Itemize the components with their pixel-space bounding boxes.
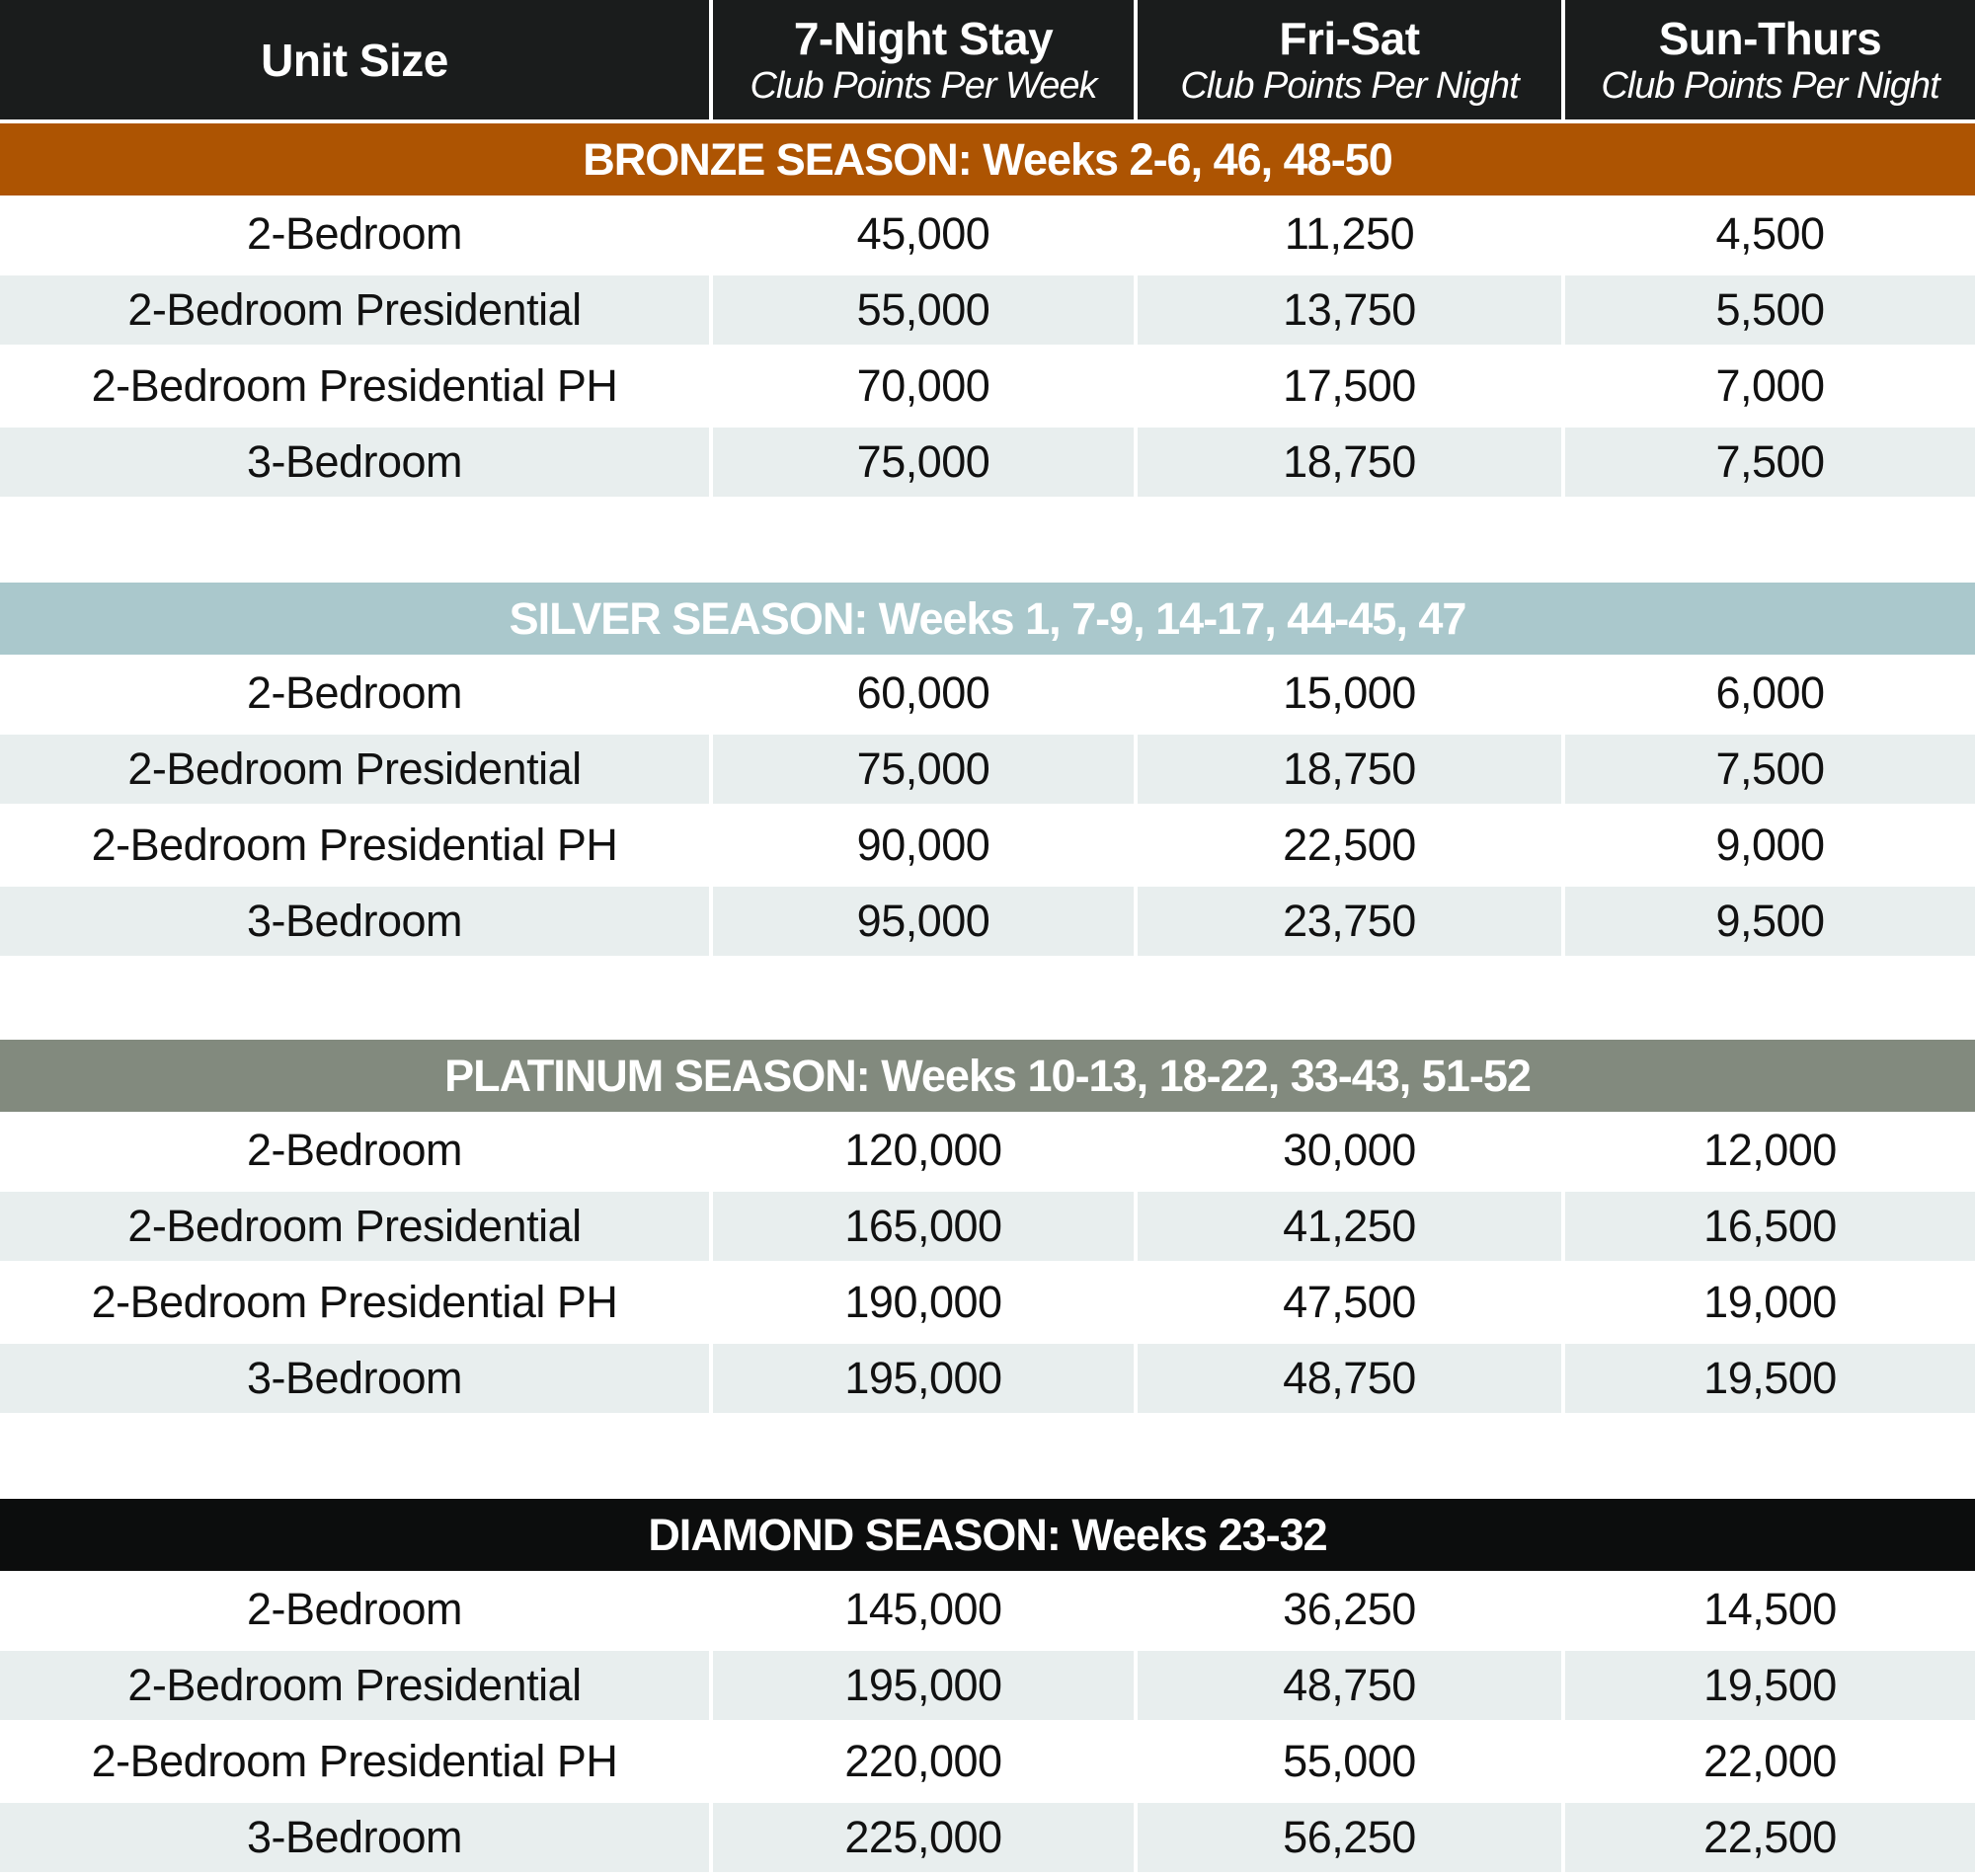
header-fri-sat (1138, 0, 1561, 119)
table-row (0, 424, 1975, 500)
unit-size-cell: 2-Bedroom Presidential (0, 1651, 709, 1720)
week-points-cell: 190,000 (844, 1276, 1002, 1327)
season-header-band: PLATINUM SEASON: Weeks 10-13, 18-22, 33-43, 51-52 (0, 1040, 1975, 1112)
table-row (0, 1723, 1975, 1799)
header-title: 7-Night Stay (793, 12, 1054, 64)
table-row (0, 1647, 1975, 1723)
week-points-cell: 75,000 (713, 428, 1134, 497)
sun-thurs-points-cell: 6,000 (1715, 666, 1825, 718)
header-subtitle: Club Points Per Night (1601, 64, 1939, 107)
unit-size-cell: 3-Bedroom (0, 1803, 709, 1872)
header-title: Fri-Sat (1279, 12, 1420, 64)
fri-sat-points-cell: 15,000 (1283, 666, 1416, 718)
sun-thurs-points-cell: 7,500 (1565, 428, 1975, 497)
table-row (0, 195, 1975, 272)
table-row (0, 1112, 1975, 1188)
fri-sat-points-cell: 48,750 (1138, 1344, 1561, 1413)
unit-size-cell: 2-Bedroom Presidential (0, 275, 709, 345)
header-7-night-stay (713, 0, 1134, 119)
sun-thurs-points-cell: 9,500 (1565, 887, 1975, 956)
sun-thurs-points-cell: 5,500 (1565, 275, 1975, 345)
unit-size-cell: 2-Bedroom Presidential PH (91, 819, 618, 870)
fri-sat-points-cell: 18,750 (1138, 735, 1561, 804)
fri-sat-points-cell: 23,750 (1138, 887, 1561, 956)
unit-size-cell: 2-Bedroom Presidential PH (91, 359, 618, 411)
sun-thurs-points-cell: 19,500 (1565, 1651, 1975, 1720)
sun-thurs-points-cell: 22,000 (1703, 1735, 1837, 1786)
fri-sat-points-cell: 11,250 (1284, 207, 1415, 259)
sun-thurs-points-cell: 9,000 (1715, 819, 1825, 870)
sun-thurs-points-cell: 16,500 (1565, 1192, 1975, 1261)
unit-size-cell: 2-Bedroom Presidential PH (91, 1735, 618, 1786)
week-points-cell: 225,000 (713, 1803, 1134, 1872)
sun-thurs-points-cell: 14,500 (1703, 1583, 1837, 1634)
fri-sat-points-cell: 13,750 (1138, 275, 1561, 345)
unit-size-cell: 3-Bedroom (0, 428, 709, 497)
sun-thurs-points-cell: 19,500 (1565, 1344, 1975, 1413)
unit-size-cell: 2-Bedroom (246, 207, 463, 259)
week-points-cell: 165,000 (713, 1192, 1134, 1261)
fri-sat-points-cell: 47,500 (1283, 1276, 1416, 1327)
table-row (0, 731, 1975, 807)
fri-sat-points-cell: 55,000 (1283, 1735, 1416, 1786)
week-points-cell: 55,000 (713, 275, 1134, 345)
fri-sat-points-cell: 36,250 (1283, 1583, 1416, 1634)
week-points-cell: 60,000 (856, 666, 990, 718)
fri-sat-points-cell: 41,250 (1138, 1192, 1561, 1261)
table-row (0, 1188, 1975, 1264)
fri-sat-points-cell: 22,500 (1283, 819, 1416, 870)
fri-sat-points-cell: 17,500 (1283, 359, 1416, 411)
fri-sat-points-cell: 48,750 (1138, 1651, 1561, 1720)
week-points-cell: 220,000 (844, 1735, 1002, 1786)
table-row (0, 1799, 1975, 1875)
week-points-cell: 195,000 (713, 1651, 1134, 1720)
season-header-band: SILVER SEASON: Weeks 1, 7-9, 14-17, 44-45, 47 (0, 583, 1975, 655)
week-points-cell: 70,000 (856, 359, 990, 411)
week-points-cell: 45,000 (856, 207, 990, 259)
sun-thurs-points-cell: 12,000 (1703, 1124, 1837, 1175)
sun-thurs-points-cell: 22,500 (1565, 1803, 1975, 1872)
sun-thurs-points-cell: 19,000 (1703, 1276, 1837, 1327)
week-points-cell: 145,000 (844, 1583, 1002, 1634)
table-row (0, 1264, 1975, 1340)
table-row (0, 807, 1975, 883)
table-row (0, 272, 1975, 348)
week-points-cell: 195,000 (713, 1344, 1134, 1413)
fri-sat-points-cell: 30,000 (1283, 1124, 1416, 1175)
sun-thurs-points-cell: 4,500 (1715, 207, 1825, 259)
table-row (0, 348, 1975, 424)
unit-size-cell: 3-Bedroom (0, 887, 709, 956)
header-title: Unit Size (261, 34, 448, 86)
fri-sat-points-cell: 56,250 (1138, 1803, 1561, 1872)
header-title: Sun-Thurs (1658, 12, 1882, 64)
unit-size-cell: 3-Bedroom (0, 1344, 709, 1413)
header-sun-thurs (1565, 0, 1975, 119)
table-row (0, 1571, 1975, 1647)
week-points-cell: 95,000 (713, 887, 1134, 956)
week-points-cell: 120,000 (844, 1124, 1002, 1175)
unit-size-cell: 2-Bedroom Presidential (0, 1192, 709, 1261)
table-row (0, 655, 1975, 731)
header-subtitle: Club Points Per Night (1180, 64, 1519, 107)
unit-size-cell: 2-Bedroom (246, 666, 463, 718)
header-unit-size (0, 0, 709, 119)
unit-size-cell: 2-Bedroom Presidential (0, 735, 709, 804)
table-row (0, 883, 1975, 959)
unit-size-cell: 2-Bedroom (246, 1124, 463, 1175)
table-header (0, 0, 1975, 119)
week-points-cell: 75,000 (713, 735, 1134, 804)
season-header-band: BRONZE SEASON: Weeks 2-6, 46, 48-50 (0, 123, 1975, 195)
week-points-cell: 90,000 (856, 819, 990, 870)
table-row (0, 1340, 1975, 1416)
sun-thurs-points-cell: 7,500 (1565, 735, 1975, 804)
unit-size-cell: 2-Bedroom Presidential PH (91, 1276, 618, 1327)
season-header-band: DIAMOND SEASON: Weeks 23-32 (0, 1499, 1975, 1571)
unit-size-cell: 2-Bedroom (246, 1583, 463, 1634)
sun-thurs-points-cell: 7,000 (1715, 359, 1825, 411)
header-subtitle: Club Points Per Week (750, 64, 1097, 107)
fri-sat-points-cell: 18,750 (1138, 428, 1561, 497)
